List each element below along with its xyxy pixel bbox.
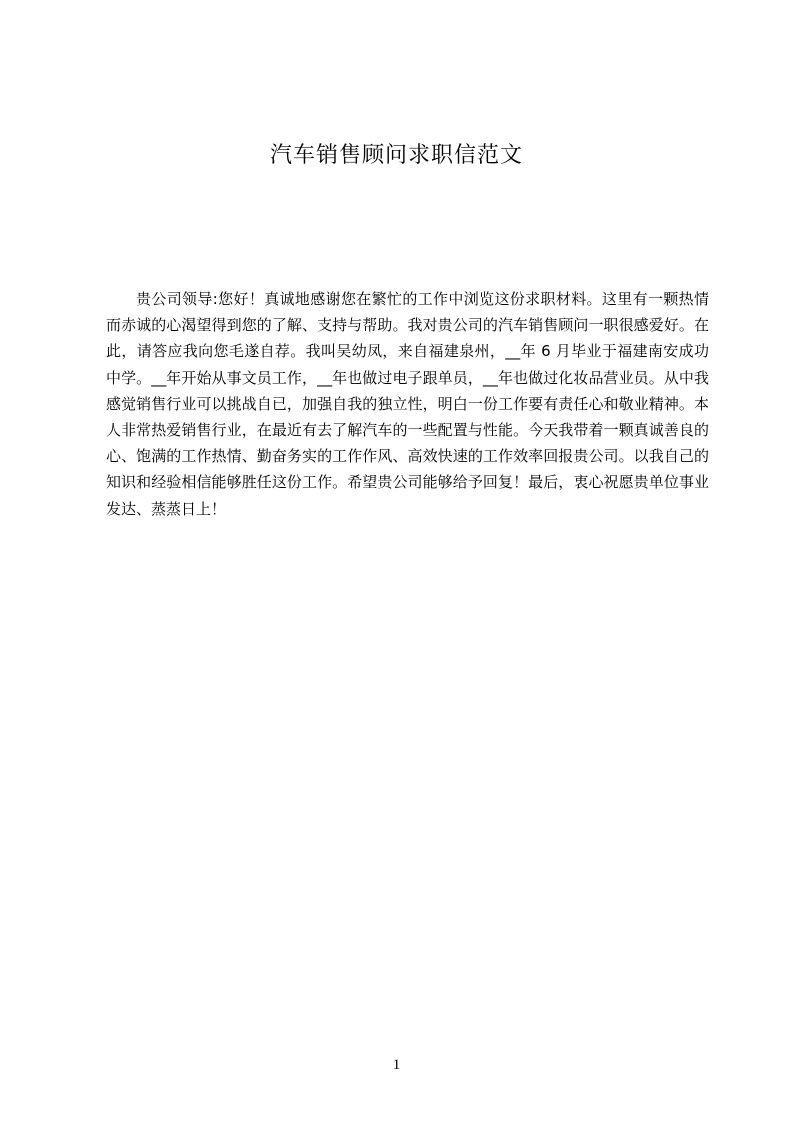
letter-body: 贵公司领导:您好！真诚地感谢您在繁忙的工作中浏览这份求职材料。这里有一颗热情而赤诚的心渴望得到您的了解、支持与帮助。我对贵公司的汽车销售顾问一职很感爱好。在此，请答应我向您毛遂自荐。我叫吴幼凤，来自福建泉州，__年 6 月毕业于福建南安成功中学。__年开始从事文员工作，__年也做过电子跟单员，__年也做过化妆品营业员。从中我感觉销售行业可以挑战自已，加强自我的独立性，明白一份工作要有责任心和敬业精神。本人非常热爱销售行业，在最近有去了解汽车的一些配置与性能。今天我带着一颗真诚善良的心、饱满的工作热情、勤奋务实的工作作风、高效快速的工作效率回报贵公司。以我自己的知识和经验相信能够胜任这份工作。希望贵公司能够给予回复！最后，衷心祝愿贵单位事业发达、蒸蒸日上！ [106, 290, 709, 518]
document-title: 汽车销售顾问求职信范文 [269, 143, 523, 168]
page-number: 1 [392, 1057, 401, 1073]
